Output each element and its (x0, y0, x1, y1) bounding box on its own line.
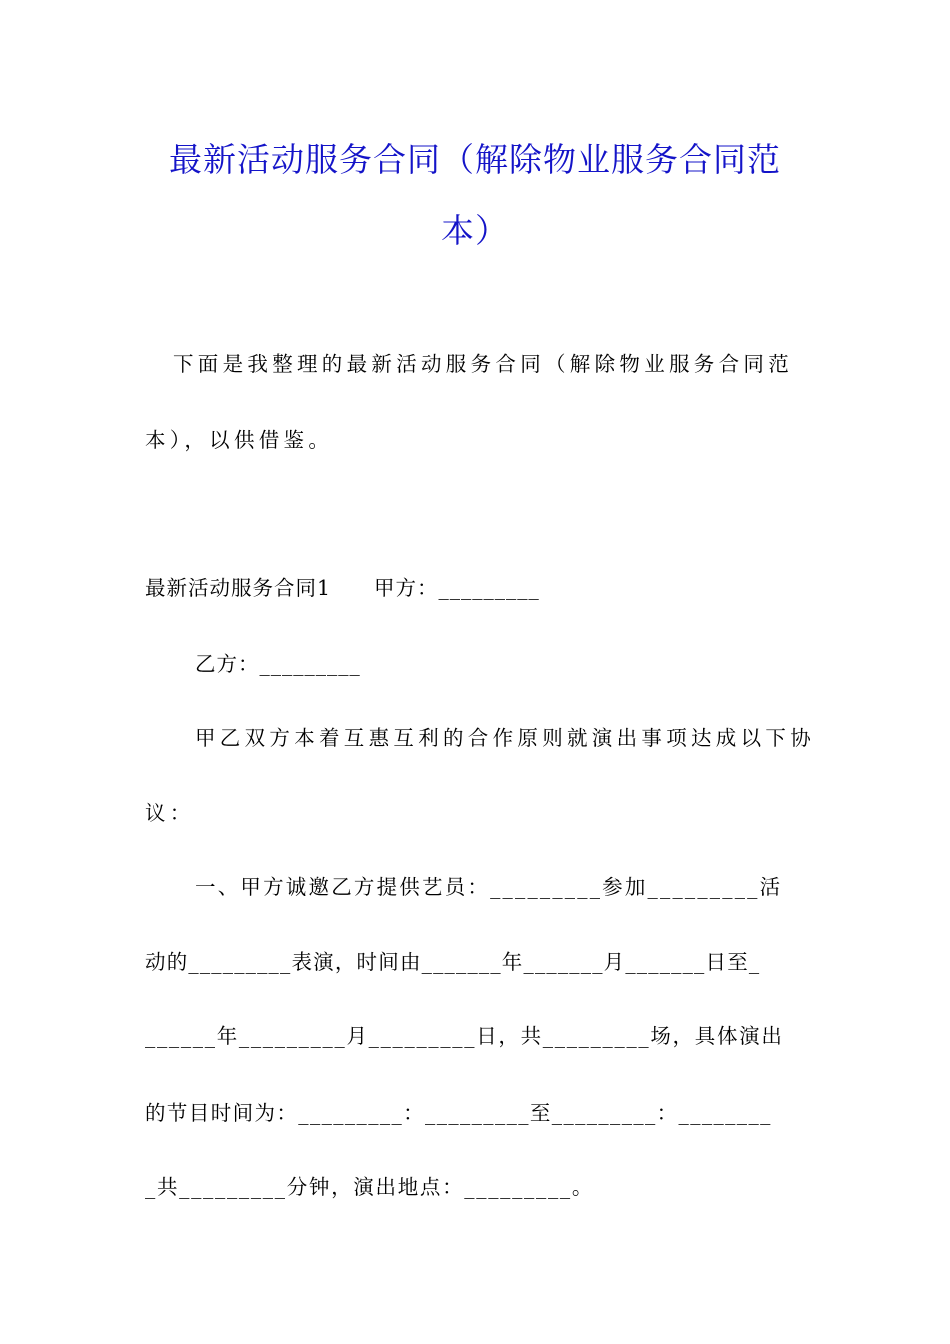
clause-1-line-1: 一、甲方诚邀乙方提供艺员：_________参加_________活 (195, 875, 783, 899)
clause-1-line-4: 的节目时间为：_________：_________至_________：________ (145, 1101, 772, 1125)
agreement-line-1: 甲乙双方本着互惠互利的合作原则就演出事项达成以下协 (195, 726, 815, 750)
clause-1-line-5: _共_________分钟，演出地点：_________。 (145, 1175, 595, 1199)
party-b-line: 乙方：_________ (195, 652, 361, 676)
clause-1-line-3: ______年_________月_________日，共_________场，具体演出 (145, 1024, 784, 1048)
clause-1-line-2: 动的_________表演，时间由_______年_______月_______日至_ (145, 950, 761, 974)
contract-heading: 最新活动服务合同1 甲方：_________ (145, 576, 540, 600)
document-title-line-1: 最新活动服务合同（解除物业服务合同范 (169, 140, 781, 179)
intro-line-1: 下面是我整理的最新活动服务合同（解除物业服务合同范 (173, 352, 793, 376)
intro-line-2: 本），以供借鉴。 (145, 428, 334, 452)
agreement-line-2: 议： (145, 801, 195, 825)
document-title-line-2: 本） (441, 211, 509, 250)
